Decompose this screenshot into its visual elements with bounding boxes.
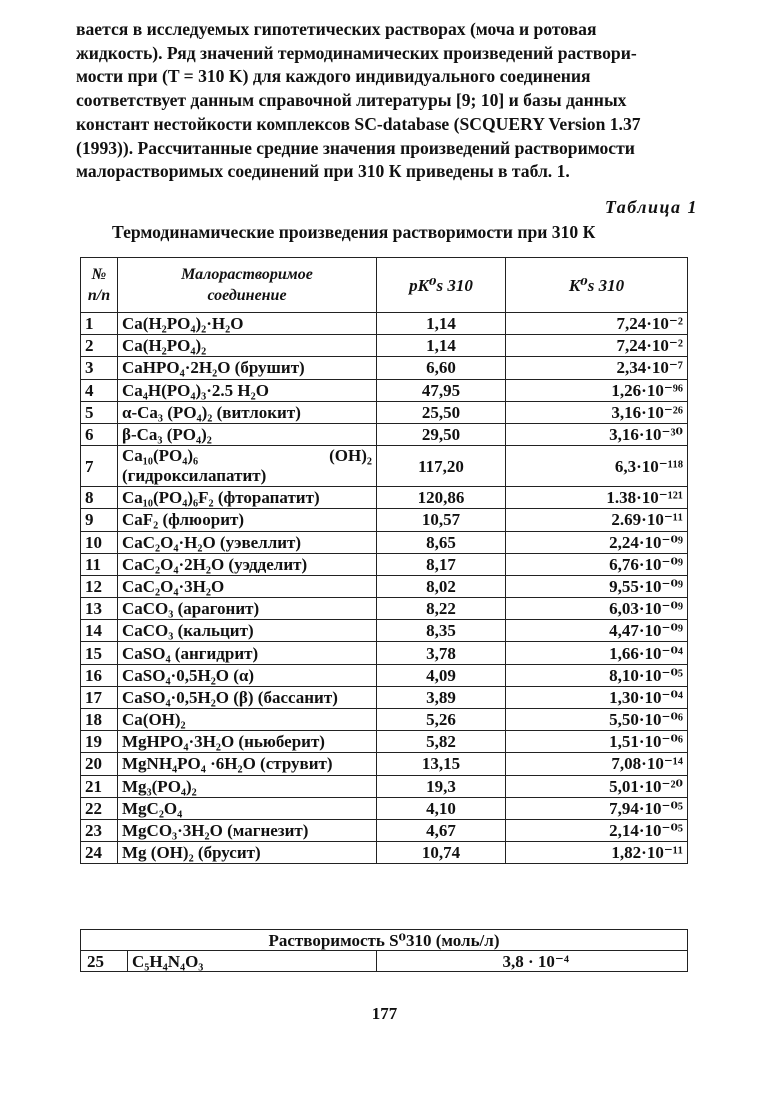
row-num: 16 <box>81 664 118 686</box>
row-pk: 47,95 <box>377 379 506 401</box>
row-ks: 2,14·10⁻⁰⁵ <box>506 819 688 841</box>
row-compound: Ca(OH)₂ <box>118 709 377 731</box>
row-num: 7 <box>81 446 118 487</box>
row-ks: 7,08·10⁻¹⁴ <box>506 753 688 775</box>
row-pk: 5,26 <box>377 709 506 731</box>
table-row <box>81 842 688 864</box>
row-pk: 117,20 <box>377 446 506 487</box>
paragraph-line: мости при (T = 310 K) для каждого индивидуального соединения <box>76 66 591 87</box>
row-compound: CaHPO₄·2H₂O (брушит) <box>118 357 377 379</box>
row-compound: Ca(H₂PO₄)₂ <box>118 335 377 357</box>
row-compound: CaF₂ (флюорит) <box>118 509 377 531</box>
row-pk: 13,15 <box>377 753 506 775</box>
row-compound: Ca₄H(PO₄)₃·2.5 H₂O <box>118 379 377 401</box>
solubility-subtable <box>80 929 688 972</box>
row-num: 19 <box>81 731 118 753</box>
row-num: 17 <box>81 686 118 708</box>
row-compound: Mg₃(PO₄)₂ <box>118 775 377 797</box>
table-row <box>81 401 688 423</box>
row-num: 20 <box>81 753 118 775</box>
row-num: 10 <box>81 531 118 553</box>
row-ks: 2,24·10⁻⁰⁹ <box>506 531 688 553</box>
row-pk: 29,50 <box>377 423 506 445</box>
row-ks: 2,34·10⁻⁷ <box>506 357 688 379</box>
row-ks: 3,16·10⁻²⁶ <box>506 401 688 423</box>
row-pk: 8,22 <box>377 598 506 620</box>
row-compound: MgNH₄PO₄ ·6H₂O (струвит) <box>118 753 377 775</box>
row-num: 13 <box>81 598 118 620</box>
row-pk: 3,78 <box>377 642 506 664</box>
row-ks: 7,94·10⁻⁰⁵ <box>506 797 688 819</box>
paragraph-line: (1993)). Рассчитанные средние значения произведений растворимости <box>76 137 635 158</box>
row-num: 14 <box>81 620 118 642</box>
row-pk: 120,86 <box>377 487 506 509</box>
row-ks: 6,76·10⁻⁰⁹ <box>506 553 688 575</box>
table-row <box>81 753 688 775</box>
table-row <box>81 620 688 642</box>
row-num: 24 <box>81 842 118 864</box>
table-header-row <box>81 258 688 313</box>
table-row <box>81 664 688 686</box>
row-compound: CaC₂O₄·H₂O (уэвеллит) <box>118 531 377 553</box>
row-pk: 5,82 <box>377 731 506 753</box>
row-pk: 6,60 <box>377 357 506 379</box>
page-number: 177 <box>371 1004 398 1023</box>
table-row <box>81 775 688 797</box>
row-pk: 25,50 <box>377 401 506 423</box>
row-compound: α-Ca₃ (PO₄)₂ (витлокит) <box>118 401 377 423</box>
row-pk: 4,67 <box>377 819 506 841</box>
header-num-line1: № <box>91 266 107 283</box>
row-ks: 1,30·10⁻⁰⁴ <box>506 686 688 708</box>
row-ks: 2.69·10⁻¹¹ <box>506 509 688 531</box>
table-row <box>81 686 688 708</box>
row-pk: 8,65 <box>377 531 506 553</box>
row-pk: 1,14 <box>377 313 506 335</box>
table-row <box>81 553 688 575</box>
row-num: 9 <box>81 509 118 531</box>
header-compound-line2: соединение <box>207 287 287 304</box>
row-ks: 7,24·10⁻² <box>506 335 688 357</box>
row-pk: 1,14 <box>377 335 506 357</box>
row-num: 11 <box>81 553 118 575</box>
table-row <box>81 487 688 509</box>
solubility-table <box>80 257 688 864</box>
row-ks: 9,55·10⁻⁰⁹ <box>506 575 688 597</box>
row-pk: 3,89 <box>377 686 506 708</box>
table-row <box>81 313 688 335</box>
table-row <box>81 709 688 731</box>
row-num: 22 <box>81 797 118 819</box>
row-ks: 1,51·10⁻⁰⁶ <box>506 731 688 753</box>
table-row <box>81 642 688 664</box>
row-compound: β-Ca₃ (PO₄)₂ <box>118 423 377 445</box>
table-row <box>81 951 688 972</box>
row-ks: 7,24·10⁻² <box>506 313 688 335</box>
row-compound: CaSO₄ (ангидрит) <box>118 642 377 664</box>
table-row <box>81 575 688 597</box>
row-pk: 8,02 <box>377 575 506 597</box>
row-pk: 8,17 <box>377 553 506 575</box>
row-compound-part: (OH)₂ <box>329 446 372 466</box>
table-row <box>81 509 688 531</box>
row-num: 15 <box>81 642 118 664</box>
row-ks: 8,10·10⁻⁰⁵ <box>506 664 688 686</box>
row-num: 8 <box>81 487 118 509</box>
row-num: 18 <box>81 709 118 731</box>
row-ks: 1,82·10⁻¹¹ <box>506 842 688 864</box>
row-compound <box>118 446 377 487</box>
row-compound: CaSO₄·0,5H₂O (β) (бассанит) <box>118 686 377 708</box>
table-row <box>81 531 688 553</box>
row-compound: Ca₁₀(PO₄)₆F₂ (фторапатит) <box>118 487 377 509</box>
row-compound: CaSO₄·0,5H₂O (α) <box>118 664 377 686</box>
row-ks: 5,50·10⁻⁰⁶ <box>506 709 688 731</box>
row-compound: CaCO₃ (арагонит) <box>118 598 377 620</box>
row-pk: 4,10 <box>377 797 506 819</box>
header-num-line2: п/п <box>87 287 111 304</box>
table-row <box>81 598 688 620</box>
row-compound: MgHPO₄·3H₂O (ньюберит) <box>118 731 377 753</box>
paragraph-line: жидкость). Ряд значений термодинамических произведений раствори- <box>76 42 637 63</box>
row-ks: 4,47·10⁻⁰⁹ <box>506 620 688 642</box>
row-compound: CaC₂O₄·3H₂O <box>118 575 377 597</box>
row-num: 25 <box>81 951 128 972</box>
solubility-header-row <box>81 930 688 951</box>
row-ks: 5,01·10⁻²⁰ <box>506 775 688 797</box>
table-row <box>81 357 688 379</box>
paragraph-line: соответствует данным справочной литературы [9; 10] и базы данных <box>76 90 627 111</box>
row-num: 12 <box>81 575 118 597</box>
row-num: 1 <box>81 313 118 335</box>
paragraph-line: малорастворимых соединений при 310 К приведены в табл. 1. <box>76 161 570 182</box>
table-label: Таблица 1 <box>604 197 698 217</box>
row-compound: MgC₂O₄ <box>118 797 377 819</box>
row-ks: 1,26·10⁻⁹⁶ <box>506 379 688 401</box>
row-pk: 10,57 <box>377 509 506 531</box>
table-row <box>81 446 688 487</box>
table-row <box>81 335 688 357</box>
header-pk: pK⁰s 310 <box>377 258 506 313</box>
row-compound-part: Ca₁₀(PO₄)₆ <box>122 446 199 466</box>
row-compound: Mg (OH)₂ (брусит) <box>118 842 377 864</box>
row-num: 3 <box>81 357 118 379</box>
paragraph-line: констант нестойкости комплексов SC-database (SCQUERY Version 1.37 <box>76 113 641 134</box>
row-pk: 8,35 <box>377 620 506 642</box>
body-paragraph <box>76 18 698 184</box>
header-num <box>81 258 118 313</box>
row-ks: 1,66·10⁻⁰⁴ <box>506 642 688 664</box>
table-row <box>81 797 688 819</box>
row-num: 6 <box>81 423 118 445</box>
row-num: 21 <box>81 775 118 797</box>
row-ks: 1.38·10⁻¹²¹ <box>506 487 688 509</box>
table-row <box>81 379 688 401</box>
row-pk: 19,3 <box>377 775 506 797</box>
row-ks: 3,16·10⁻³⁰ <box>506 423 688 445</box>
header-compound-line1: Малорастворимое <box>181 266 313 283</box>
header-compound <box>118 258 377 313</box>
row-num: 23 <box>81 819 118 841</box>
solubility-header: Растворимость S⁰310 (моль/л) <box>81 930 688 951</box>
row-solubility-value: 3,8 · 10⁻⁴ <box>377 951 688 972</box>
row-num: 5 <box>81 401 118 423</box>
row-compound-part: (гидроксилапатит) <box>122 466 267 486</box>
table-title: Термодинамические произведения растворимости при 310 К <box>112 222 596 242</box>
table-row <box>81 819 688 841</box>
row-ks: 6,03·10⁻⁰⁹ <box>506 598 688 620</box>
row-compound: CaCO₃ (кальцит) <box>118 620 377 642</box>
table-row <box>81 731 688 753</box>
table-row <box>81 423 688 445</box>
row-num: 2 <box>81 335 118 357</box>
row-compound: Ca(H₂PO₄)₂·H₂O <box>118 313 377 335</box>
header-ks: K⁰s 310 <box>506 258 688 313</box>
row-pk: 4,09 <box>377 664 506 686</box>
row-compound: MgCO₃·3H₂O (магнезит) <box>118 819 377 841</box>
paragraph-line: вается в исследуемых гипотетических растворах (моча и ротовая <box>76 19 597 39</box>
row-num: 4 <box>81 379 118 401</box>
row-pk: 10,74 <box>377 842 506 864</box>
row-compound: CaC₂O₄·2H₂O (уэдделит) <box>118 553 377 575</box>
row-ks: 6,3·10⁻¹¹⁸ <box>506 446 688 487</box>
row-compound: C₅H₄N₄O₃ <box>128 951 377 972</box>
